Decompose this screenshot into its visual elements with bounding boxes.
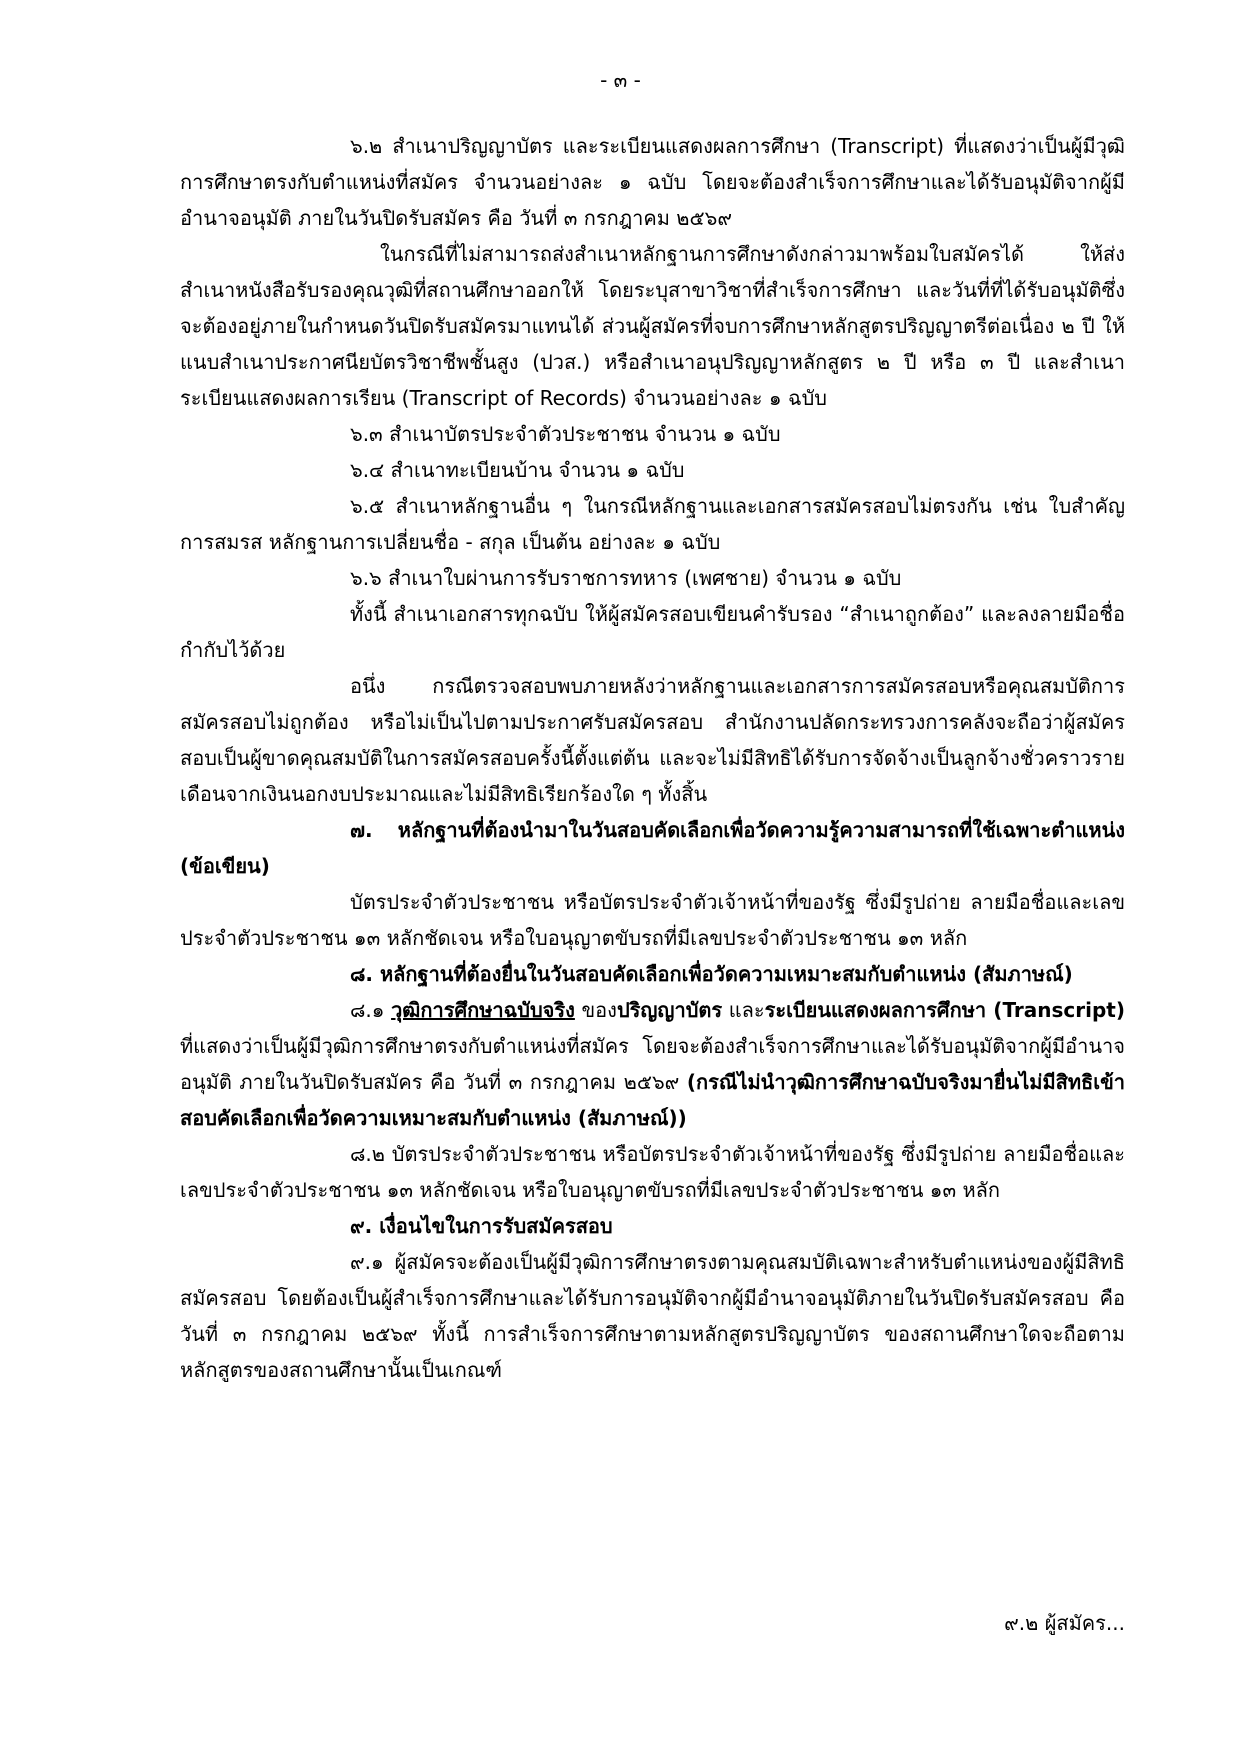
section-7-heading: ๗. หลักฐานที่ต้องนำมาในวันสอบคัดเลือกเพื่อวัดความรู้ความสามารถที่ใช้เฉพาะตำแหน่ง (ข้อเขียน) <box>180 818 1125 878</box>
text-degree-certificate: ปริญญาบัตร <box>616 998 723 1022</box>
paragraph-6-4: ๖.๔ สำเนาทะเบียนบ้าน จำนวน ๑ ฉบับ <box>350 458 685 482</box>
paragraph-7-id-documents: บัตรประจำตัวประชาชน หรือบัตรประจำตัวเจ้าหน้าที่ของรัฐ ซึ่งมีรูปถ่าย ลายมือชื่อและเลขประจำตัวประชาชน ๑๓ หลักชัดเจน หรือใบอนุญาตขับรถที่มีเลขประจำตัวประชาชน ๑๓ หลัก <box>180 890 1125 950</box>
paragraph-6-2: ๖.๒ สำเนาปริญญาบัตร และระเบียนแสดงผลการศึกษา (Transcript) ที่แสดงว่าเป็นผู้มีวุฒิการศึกษาตรงกับตำแหน่งที่สมัคร จำนวนอย่างละ ๑ ฉบับ โดยจะต้องสำเร็จการศึกษาและได้รับอนุมัติจากผู้มีอำนาจอนุมัติ ภายในวันปิดรับสมัคร คือ วันที่ ๓ กรกฎาคม ๒๕๖๙ <box>180 134 1125 230</box>
text-8-1-warning: (กรณีไม่นำวุฒิการศึกษาฉบับจริงมายื่นไม่มีสิทธิเข้าสอบคัดเลือกเพื่อวัดความเหมาะสมกับตำแหน่ง (สัมภาษณ์)) <box>180 1070 1125 1130</box>
paragraph-6-2-note: ในกรณีที่ไม่สามารถส่งสำเนาหลักฐานการศึกษาดังกล่าวมาพร้อมใบสมัครได้ ให้ส่งสำเนาหนังสือรับรองคุณวุฒิที่สถานศึกษาออกให้ โดยระบุสาขาวิชาที่สำเร็จการศึกษา และวันที่ที่ได้รับอนุมัติซึ่งจะต้องอยู่ภายในกำหนดวันปิดรับสมัครมาแทนได้ ส่วนผู้สมัครที่จบการศึกษาหลักสูตรปริญญาตรีต่อเนื่อง ๒ ปี ให้แนบสำเนาประกาศนียบัตรวิชาชีพชั้นสูง (ปวส.) หรือสำเนาอนุปริญญาหลักสูตร ๒ ปี หรือ ๓ ปี และสำเนาระเบียนแสดงผลการเรียน (Transcript of Records) จำนวนอย่างละ ๑ ฉบับ <box>180 242 1125 410</box>
text-8-1-number: ๘.๑ <box>350 998 392 1022</box>
text-and: และ <box>722 998 765 1022</box>
paragraph-9-1: ๙.๑ ผู้สมัครจะต้องเป็นผู้มีวุฒิการศึกษาตรงตามคุณสมบัติเฉพาะสำหรับตำแหน่งของผู้มีสิทธิสมัครสอบ โดยต้องเป็นผู้สำเร็จการศึกษาและได้รับการอนุมัติจากผู้มีอำนาจอนุมัติภายในวันปิดรับสมัครสอบ คือ วันที่ ๓ กรกฎาคม ๒๕๖๙ ทั้งนี้ การสำเร็จการศึกษาตามหลักสูตรปริญญาบัตร ของสถานศึกษาใดจะถือตามหลักสูตรของสถานศึกษานั้นเป็นเกณฑ์ <box>180 1250 1125 1382</box>
paragraph-disqualification: อนึ่ง กรณีตรวจสอบพบภายหลังว่าหลักฐานและเอกสารการสมัครสอบหรือคุณสมบัติการสมัครสอบไม่ถูกต้อง หรือไม่เป็นไปตามประกาศรับสมัครสอบ สำนักงานปลัดกระทรวงการคลังจะถือว่าผู้สมัครสอบเป็นผู้ขาดคุณสมบัติในการสมัครสอบครั้งนี้ตั้งแต่ต้น และจะไม่มีสิทธิได้รับการจัดจ้างเป็นลูกจ้างชั่วคราวรายเดือนจากเงินนอกงบประมาณและไม่มีสิทธิเรียกร้องใด ๆ ทั้งสิ้น <box>180 674 1125 806</box>
text-8-1-body: ที่แสดงว่าเป็นผู้มีวุฒิการศึกษาตรงกับตำแหน่งที่สมัคร โดยจะต้องสำเร็จการศึกษาและได้รับอนุมัติจากผู้มีอำนาจอนุมัติ ภายในวันปิดรับสมัคร คือ วันที่ ๓ กรกฎาคม ๒๕๖๙ <box>180 1034 1125 1094</box>
paragraph-6-6: ๖.๖ สำเนาใบผ่านการรับราชการทหาร (เพศชาย) จำนวน ๑ ฉบับ <box>350 566 902 590</box>
paragraph-8-1 <box>180 992 1125 1136</box>
section-9-heading: ๙. เงื่อนไขในการรับสมัครสอบ <box>350 1214 613 1238</box>
text-original-degree: วุฒิการศึกษาฉบับจริง <box>391 998 575 1022</box>
next-page-continuation: ๙.๒ ผู้สมัคร... <box>1004 1611 1125 1635</box>
text-of: ของ <box>574 998 617 1022</box>
section-8-heading: ๘. หลักฐานที่ต้องยื่นในวันสอบคัดเลือกเพื่อวัดความเหมาะสมกับตำแหน่ง (สัมภาษณ์) <box>350 962 1073 986</box>
paragraph-6-3: ๖.๓ สำเนาบัตรประจำตัวประชาชน จำนวน ๑ ฉบับ <box>350 422 781 446</box>
paragraph-8-2: ๘.๒ บัตรประจำตัวประชาชน หรือบัตรประจำตัวเจ้าหน้าที่ของรัฐ ซึ่งมีรูปถ่าย ลายมือชื่อและเลขประจำตัวประชาชน ๑๓ หลักชัดเจน หรือใบอนุญาตขับรถที่มีเลขประจำตัวประชาชน ๑๓ หลัก <box>180 1142 1125 1202</box>
page-number: - ๓ - <box>600 68 641 92</box>
paragraph-certify-copies: ทั้งนี้ สำเนาเอกสารทุกฉบับ ให้ผู้สมัครสอบเขียนคำรับรอง “สำเนาถูกต้อง” และลงลายมือชื่อกำกับไว้ด้วย <box>180 602 1125 662</box>
paragraph-6-5: ๖.๕ สำเนาหลักฐานอื่น ๆ ในกรณีหลักฐานและเอกสารสมัครสอบไม่ตรงกัน เช่น ใบสำคัญการสมรส หลักฐานการเปลี่ยนชื่อ - สกุล เป็นต้น อย่างละ ๑ ฉบับ <box>180 494 1125 554</box>
document-body <box>180 128 1125 1388</box>
text-transcript: ระเบียนแสดงผลการศึกษา (Transcript) <box>764 998 1125 1022</box>
